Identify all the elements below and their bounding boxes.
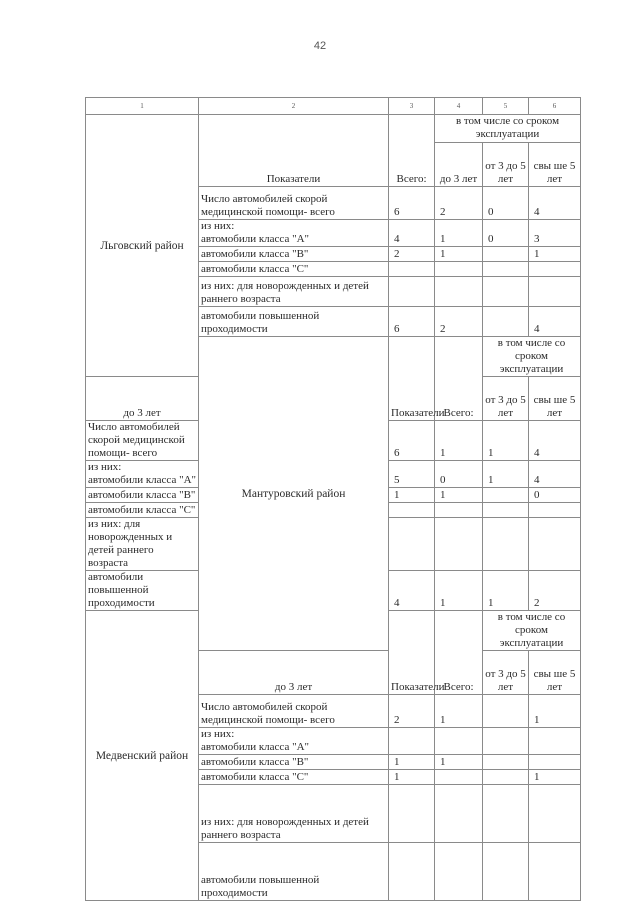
column-number: 4 — [435, 98, 483, 115]
from-3-to-5-value — [483, 755, 529, 770]
age-under-3-header: до 3 лет — [435, 143, 483, 187]
total-value: 6 — [389, 187, 435, 220]
total-value — [389, 785, 435, 843]
from-3-to-5-value: 0 — [483, 220, 529, 247]
indicators-header: Показатели — [389, 337, 435, 421]
indicator-label: из них: для новорожденных и детей раннего возраста — [199, 277, 389, 307]
indicator-label: автомобили класса "В" — [199, 755, 389, 770]
total-value: 1 — [389, 755, 435, 770]
over-5-value — [529, 518, 581, 571]
under-3-value: 1 — [435, 755, 483, 770]
total-header: Всего: — [435, 337, 483, 421]
over-5-value — [529, 503, 581, 518]
over-5-value: 3 — [529, 220, 581, 247]
over-5-value — [529, 785, 581, 843]
age-over-5-header: свы ше 5 лет — [529, 651, 581, 695]
district-name: Мантуровский район — [199, 337, 389, 651]
from-3-to-5-value — [483, 695, 529, 728]
total-value — [389, 518, 435, 571]
service-life-group-header: в том числе со сроком эксплуатации — [483, 337, 581, 377]
total-value — [389, 277, 435, 307]
district-name: Медвенский район — [86, 611, 199, 901]
under-3-value — [435, 503, 483, 518]
column-number-row — [86, 98, 581, 115]
total-value: 1 — [389, 770, 435, 785]
indicator-label: автомобили повышенной проходимости — [199, 307, 389, 337]
total-value — [389, 843, 435, 901]
indicator-label: Число автомобилей скорой медицинской помощи- всего — [199, 695, 389, 728]
from-3-to-5-value — [483, 785, 529, 843]
under-3-value — [435, 277, 483, 307]
age-over-5-header: свы ше 5 лет — [529, 143, 581, 187]
indicator-label: из них: автомобили класса "А" — [199, 220, 389, 247]
over-5-value: 2 — [529, 571, 581, 611]
indicators-header: Показатели — [389, 611, 435, 695]
under-3-value — [435, 262, 483, 277]
total-value: 6 — [389, 421, 435, 461]
indicator-label: автомобили повышенной проходимости — [199, 843, 389, 901]
under-3-value: 1 — [435, 421, 483, 461]
over-5-value: 0 — [529, 488, 581, 503]
district-name: Льговский район — [86, 115, 199, 377]
total-value — [389, 262, 435, 277]
under-3-value — [435, 728, 483, 755]
from-3-to-5-value — [483, 518, 529, 571]
total-value: 2 — [389, 695, 435, 728]
from-3-to-5-value: 1 — [483, 571, 529, 611]
total-header: Всего: — [435, 611, 483, 695]
from-3-to-5-value — [483, 488, 529, 503]
total-value: 4 — [389, 220, 435, 247]
service-life-group-header: в том числе со сроком эксплуатации — [435, 115, 581, 143]
indicator-label: автомобили класса "С" — [199, 262, 389, 277]
over-5-value: 1 — [529, 695, 581, 728]
indicator-label: Число автомобилей скорой медицинской помощи- всего — [199, 187, 389, 220]
from-3-to-5-value — [483, 307, 529, 337]
over-5-value — [529, 728, 581, 755]
under-3-value: 1 — [435, 571, 483, 611]
section-header-row — [86, 115, 581, 143]
under-3-value: 1 — [435, 695, 483, 728]
indicator-label: из них: для новорожденных и детей раннего возраста — [86, 518, 199, 571]
under-3-value: 1 — [435, 220, 483, 247]
from-3-to-5-value: 0 — [483, 187, 529, 220]
over-5-value — [529, 755, 581, 770]
under-3-value: 1 — [435, 488, 483, 503]
indicator-label: автомобили класса "С" — [199, 770, 389, 785]
under-3-value: 2 — [435, 307, 483, 337]
under-3-value — [435, 518, 483, 571]
from-3-to-5-value — [483, 770, 529, 785]
over-5-value: 1 — [529, 770, 581, 785]
ambulance-fleet-table — [85, 97, 581, 901]
from-3-to-5-value: 1 — [483, 421, 529, 461]
age-3-to-5-header: от 3 до 5 лет — [483, 143, 529, 187]
under-3-value: 2 — [435, 187, 483, 220]
from-3-to-5-value: 1 — [483, 461, 529, 488]
over-5-value — [529, 277, 581, 307]
under-3-value: 0 — [435, 461, 483, 488]
total-value: 4 — [389, 571, 435, 611]
under-3-value — [435, 770, 483, 785]
under-3-value: 1 — [435, 247, 483, 262]
over-5-value: 4 — [529, 187, 581, 220]
age-3-to-5-header: от 3 до 5 лет — [483, 651, 529, 695]
over-5-value — [529, 262, 581, 277]
indicator-label: из них: автомобили класса "А" — [199, 728, 389, 755]
over-5-value: 1 — [529, 247, 581, 262]
column-number: 3 — [389, 98, 435, 115]
from-3-to-5-value — [483, 503, 529, 518]
total-value: 2 — [389, 247, 435, 262]
total-value — [389, 503, 435, 518]
over-5-value — [529, 843, 581, 901]
indicator-label: автомобили класса "С" — [86, 503, 199, 518]
total-value: 6 — [389, 307, 435, 337]
from-3-to-5-value — [483, 262, 529, 277]
from-3-to-5-value — [483, 247, 529, 262]
age-under-3-header: до 3 лет — [86, 377, 199, 421]
total-value: 5 — [389, 461, 435, 488]
over-5-value: 4 — [529, 307, 581, 337]
total-header: Всего: — [389, 115, 435, 187]
under-3-value — [435, 785, 483, 843]
over-5-value: 4 — [529, 421, 581, 461]
total-value: 1 — [389, 488, 435, 503]
column-number: 1 — [86, 98, 199, 115]
under-3-value — [435, 843, 483, 901]
total-value — [389, 728, 435, 755]
age-3-to-5-header: от 3 до 5 лет — [483, 377, 529, 421]
from-3-to-5-value — [483, 728, 529, 755]
age-over-5-header: свы ше 5 лет — [529, 377, 581, 421]
column-number: 6 — [529, 98, 581, 115]
indicator-label: Число автомобилей скорой медицинской помощи- всего — [86, 421, 199, 461]
page-number: 42 — [313, 40, 327, 52]
over-5-value: 4 — [529, 461, 581, 488]
column-number: 5 — [483, 98, 529, 115]
column-number: 2 — [199, 98, 389, 115]
indicator-label: из них: автомобили класса "А" — [86, 461, 199, 488]
indicators-header: Показатели — [199, 115, 389, 187]
indicator-label: автомобили класса "В" — [86, 488, 199, 503]
service-life-group-header: в том числе со сроком эксплуатации — [483, 611, 581, 651]
from-3-to-5-value — [483, 277, 529, 307]
from-3-to-5-value — [483, 843, 529, 901]
age-under-3-header: до 3 лет — [199, 651, 389, 695]
indicator-label: автомобили класса "В" — [199, 247, 389, 262]
indicator-label: автомобили повышенной проходимости — [86, 571, 199, 611]
indicator-label: из них: для новорожденных и детей раннего возраста — [199, 785, 389, 843]
